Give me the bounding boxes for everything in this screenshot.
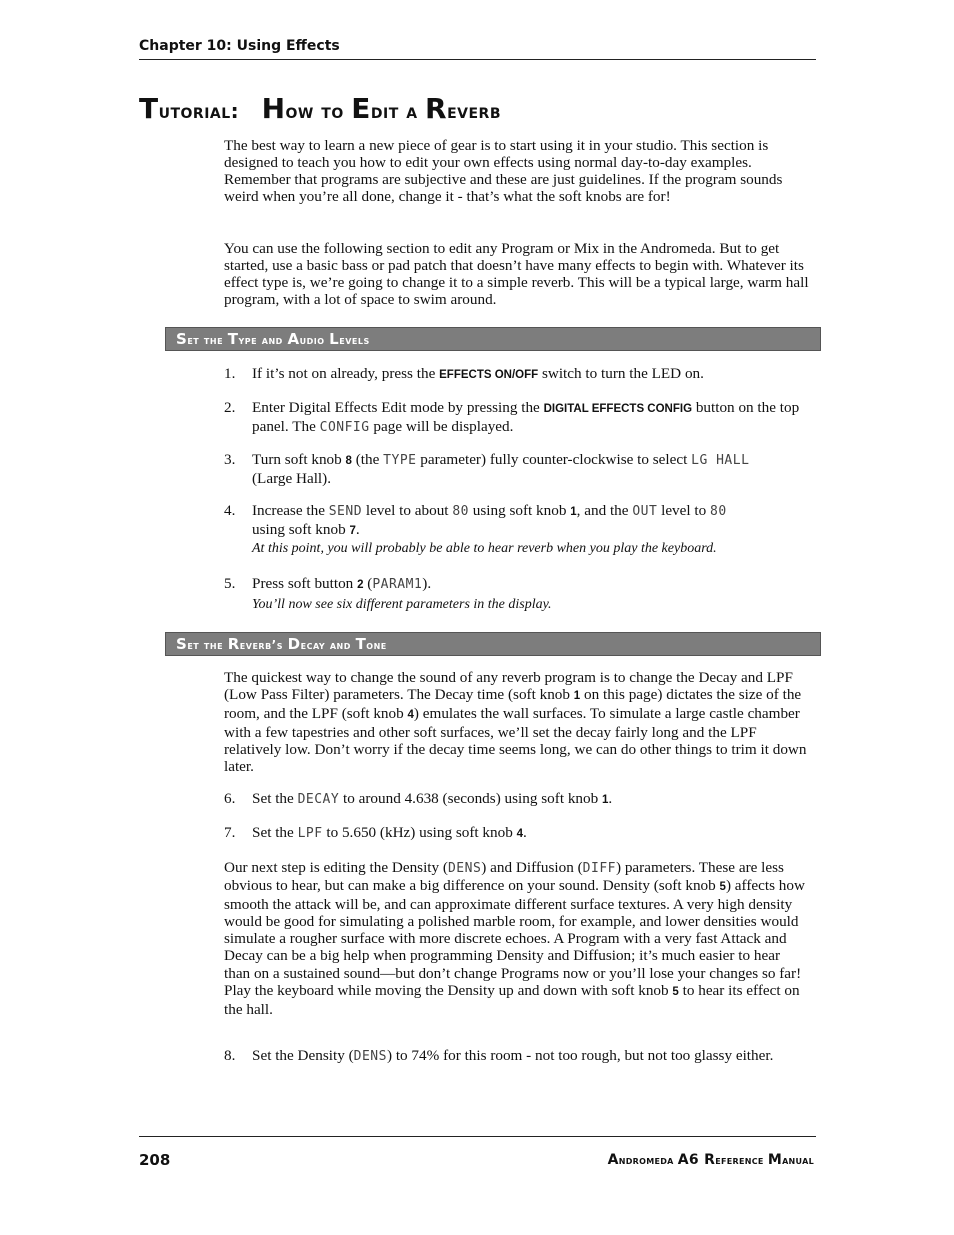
intro-paragraph-2: You can use the following section to edit any Program or Mix in the Andromeda. But to get started, use a basic bass or pad patch that doesn’t have many effects to begin with. Whatever its effect type is, we’re going to change it to a simple reverb. This will be a typical large, warm hall program, with a lot of space to swim around. [224,240,809,309]
step-1: 1. If it’s not on already, press the EFFECTS ON/OFF switch to turn the LED on. [224,365,704,382]
chapter-title: Chapter 10: Using Effects [139,38,340,54]
step-5: 5. Press soft button 2 (PARAM1). [224,575,432,592]
effects-on-off-button-label: EFFECTS ON/OFF [439,369,539,381]
decay-paragraph: The quickest way to change the sound of any reverb program is to change the Decay and LPF (Low Pass Filter) parameters. The Decay time (soft knob 1 on this page) dictates the size of the room, and the LPF (soft knob 4) emulates the wall surfaces. To simulate a large castle chamber with a few tapestries and other soft surfaces, we’ll set the decay fairly long and the LPF relatively low. Don’t worry if the decay time seems long, we can do other things to trim it down later. [224,669,807,776]
lcd-text-lpf: LPF [297,826,323,841]
digital-effects-config-button-label: DIGITAL EFFECTS CONFIG [543,403,693,415]
step-4-note: At this point, you will probably be able to hear reverb when you play the keyboard. [252,541,717,556]
lcd-text-dens: DENS [353,1049,387,1064]
lcd-text-param1: PARAM1 [372,577,423,592]
step-5-note: You’ll now see six different parameters in the display. [252,597,552,612]
page-title: Tutorial: How to Edit a Reverb [139,92,501,125]
manual-title: Andromeda A6 Reference Manual [607,1152,814,1168]
header-rule [139,59,816,60]
page-number: 208 [139,1151,171,1169]
step-2: 2. Enter Digital Effects Edit mode by pressing the DIGITAL EFFECTS CONFIG button on the top panel. The CONFIG page will be displayed. [224,399,800,436]
intro-paragraph-1: The best way to learn a new piece of gear is to start using it in your studio. This section is designed to teach you how to edit your own effects using normal day-to-day examples. Remember that programs are subjective and these are just guidelines. If the program sounds weird when you’re all done, change it - that’s what the soft knobs are for! [224,137,783,206]
density-paragraph: Our next step is editing the Density (DENS) and Diffusion (DIFF) parameters. These are less obvious to hear, but can make a big difference on your sound. Density (soft knob 5) affects how smooth the attack will be, and can approximate different surface textures. A very high density would be good for simulating a polished marble room, for example, and lower densities would simulate a rougher surface with more discrete echoes. A Program with a very fast Attack and Decay can be a big help when programming Density and Diffusion; it’s much easier to hear than on a sustained sound—but don’t change Programs now or you’ll lose your changes so far! Play the keyboard while moving the Density up and down with soft knob 5 to hear its effect on the hall. [224,859,805,1018]
footer-rule [139,1136,816,1137]
lcd-text-decay: DECAY [297,792,340,807]
step-4: 4. Increase the SEND level to about 80 using soft knob 1, and the OUT level to 80 using soft knob 7. [224,502,727,539]
step-3: 3. Turn soft knob 8 (the TYPE parameter) fully counter-clockwise to select LG HALL (Large Hall). [224,451,750,488]
step-6: 6. Set the DECAY to around 4.638 (seconds) using soft knob 1. [224,790,613,807]
chapter-header [139,38,816,54]
section-heading-decay-tone: Set the Reverb’s Decay and Tone [165,632,821,656]
step-7: 7. Set the LPF to 5.650 (kHz) using soft knob 4. [224,824,527,841]
lcd-text-config: CONFIG [319,420,370,436]
lcd-text-type: TYPE [383,453,417,468]
step-8: 8. Set the Density (DENS) to 74% for this room - not too rough, but not too glassy either. [224,1047,774,1064]
lcd-text-lg-hall: LG HALL [691,453,750,468]
section-heading-type-levels: Set the Type and Audio Levels [165,327,821,351]
